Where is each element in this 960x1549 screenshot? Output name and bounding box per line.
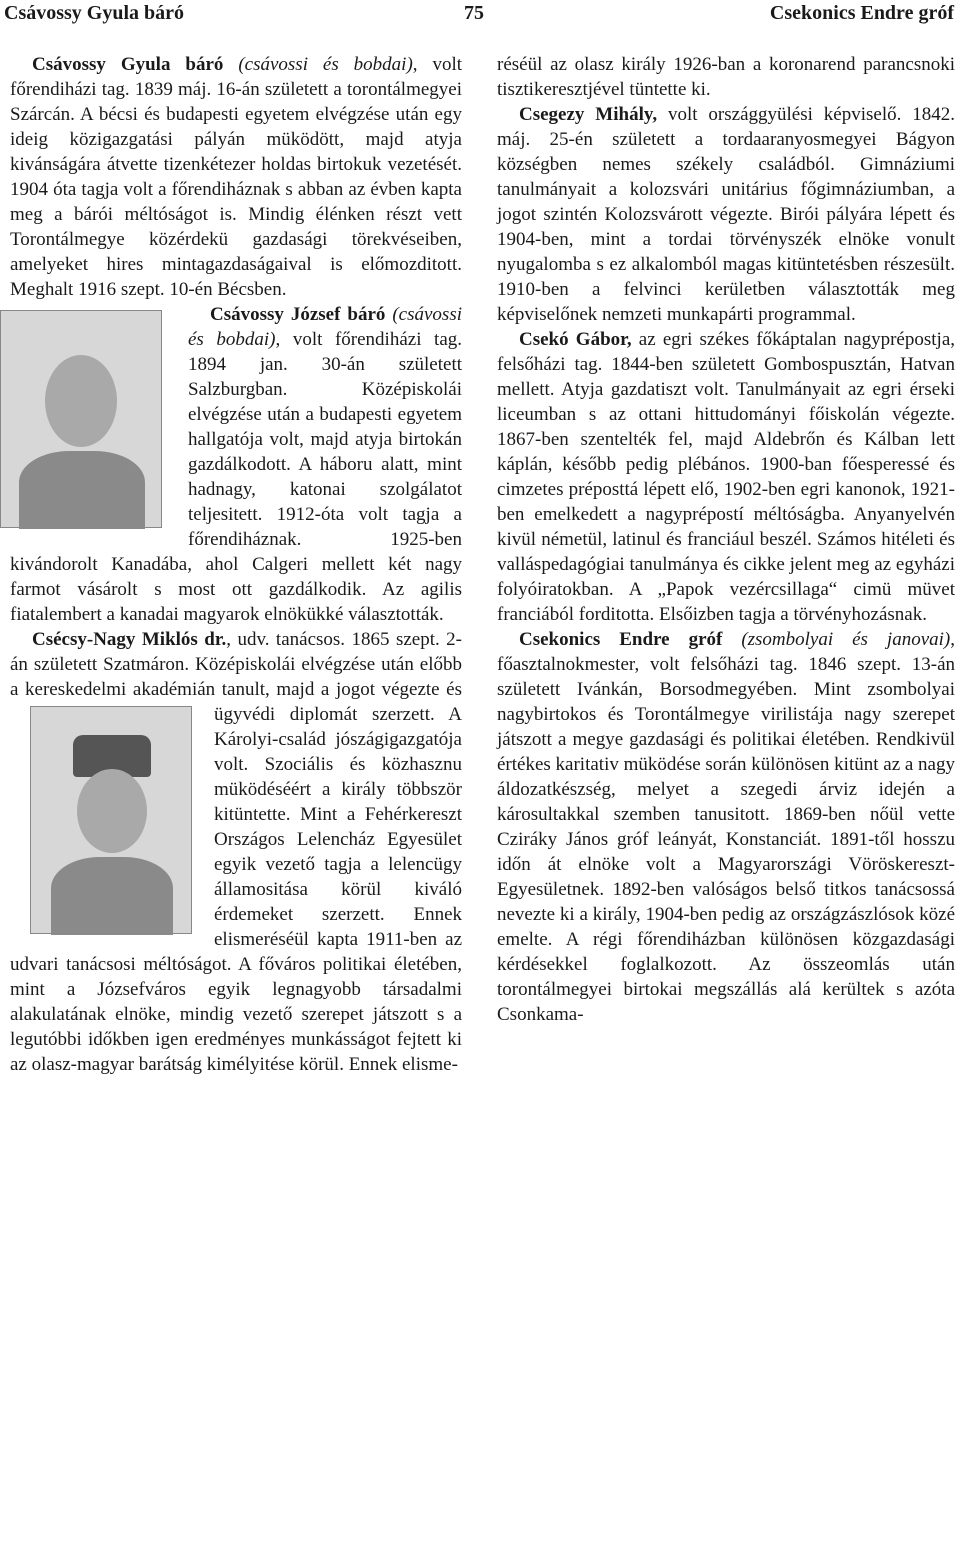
entry-title: (zsombolyai és janovai) [741,629,951,650]
entry-text: , volt főrendiházi tag. 1839 máj. 16-án született a torontálmegyei Szárcán. A bécsi és budapesti egyetem elvégzése után egy ideig közigazgatási pályán müködött, majd atyja kivánságára átvette tizenkétezer holdas birtokuk vezetését. 1904 óta tagja volt a főrendiháznak s abban az évben kapta meg a bárói méltóságot is. Mindig élénken részt vett Torontálmegye közérdekü gazdasági törekvéseiben, amelyeket hires mintagazdaságaival is előmozditott. Meghalt 1916 szept. 10-én Bécsben. [10,54,463,300]
running-header [0,0,960,30]
entry-text: az egri székes főkáptalan nagyprépostja, felsőházi tag. 1844-ben született Gombospusztán, Hatvan mellett. Atyja gazdatiszt volt. Tanulmányait az egri érseki liceumban s az ottani hittudományi főiskolán végezte. 1867-ben szentelték fel, majd Aldebrőn és Kálban lett káplán, később pedig plébános. 1900-ban főesperessé és cimzetes préposttá lépett elő, 1902-ben egri kanonok, 1921-ben emelkedett a nagyprépostí méltóságba. Anyanyelvén kivül németül, latinul és franciául beszél. Számos hitéleti és valláspedagógiai tanulmánya és cikke jelent meg az egyházi folyóiratokban. A „Papok vezércsillaga“ cimü müvet franciából forditotta. Elsőizben tagja a törvényhozásnak. [497,329,955,625]
entry-name: Csekó Gábor, [519,329,632,350]
entry-csekonics [497,627,955,1027]
header-right: Csekonics Endre gróf [769,2,954,24]
entry-text: réséül az olasz király 1926-ban a koronarend parancsnoki tisztikeresztjével tüntette ki. [497,54,955,100]
entry-name: Csegezy Mihály, [519,104,658,125]
header-left: Csávossy Gyula báró [4,2,185,24]
entry-title: (csávossi és bobdai) [188,304,462,350]
entry-text: , volt főrendiházi tag. 1894 jan. 30-án született Salzburgban. Középiskolái elvégzése után a budapesti egyetem hallgatója volt, majd atyja birtokán gazdálkodott. A háboru alatt, mint hadnagy, katonai szolgálatot teljesitett. 1912-óta volt tagja a főrendiháznak. 1925-ben kivándorolt Kanadába, ahol Calgeri mellett két nagy farmot vásárolt s most ott gazdálkodik. Az agilis fiatalembert a kanadai magyarok elnökükké választották. [10,329,463,625]
entry-csegezy [497,102,955,327]
entry-name: Csekonics Endre gróf [519,629,723,650]
entry-text: volt országgyülési képviselő. 1842. máj. 25-én született a tordaaranyosmegyei Bágyon községben nemes székely családból. Gimnáziumi tanulmányait a kolozsvári unitárius főgimnáziumban, a jogot szintén Kolozsvárott végezte. Birói pályára lépett és 1904-ben, mint a tordai törvényszék elnöke vonult nyugalomba s ez alkalomból magas kitüntetésben részesült. 1910-ben a felvinci kerületben választották meg képviselőnek nemzeti munkapárti programmal. [497,104,955,325]
portrait-photo-csecsy-nagy [30,706,192,934]
left-column [10,52,462,1077]
entry-text: , udv. tanácsos. 1865 szept. 2-án született Szatmáron. Középiskolái elvégzése után előbb a kereskedelmi akadémián tanult, majd a jogot végezte és ügyvédi diplomát szerzett. A Károlyi-család jószágigazgatója volt. Szociális és közhasznu müködéséért a király többször kitüntette. Mint a Fehérkereszt Országos Lelencház Egyesület egyik vezető tagja a lelencügy államositása körül kiváló érdemeket szerzett. Ennek elismeréséül kapta 1911-ben az udvari tanácsosi méltóságot. A főváros politikai életében, mint a Józsefváros egyik legnagyobb társadalmi alakulatának elnöke, mindig vezető szerepet játszott s a legutóbbi időkben igen eredményes munkásságot fejtett ki az olasz-magyar barátság kimélyitése körül. Ennek elisme- [10,629,463,1075]
right-column [497,52,955,1027]
page-number: 75 [464,2,484,24]
entry-title: (csávossi és bobdai) [238,54,413,75]
entry-name: Csávossy József báró [210,304,386,325]
entry-csecsy-nagy [10,627,462,1077]
portrait-photo-csavossy [0,310,162,528]
entry-continuation [497,52,955,102]
entry-cseko [497,327,955,627]
entry-name: Csécsy-Nagy Miklós dr. [32,629,227,650]
entry-csavossy-gyula [10,52,462,302]
entry-text: , főasztalnokmester, volt felsőházi tag. 1846 szept. 13-án született Ivánkán, Borsodmegyében. Mint zsombolyai nagybirtokos és Torontálmegye virilistája nagy szerepet játszott a megye gazdasági és politikai életében. Rendkivül értékes karitativ müködése során különösen kitünt az a nagy áldozatkészség, melyet a szegedi árviz idején a károsultakkal szemben tanusitott. 1869-ben nőül vette Cziráky János gróf leányát, Konstanciát. 1891-től hosszu időn át elnöke volt a Magyarországi Vöröskereszt-Egyesületnek. 1892-ben valóságos belső titkos tanácsossá nevezte ki a király, 1904-ben pedig az országzászlósok közé emelte. A régi főrendiházban különösen közgazdasági kérdésekkel foglalkozott. Az összeomlás után torontálmegyei birtokai megszállás alá kerültek s azóta Csonkama- [497,629,955,1025]
entry-name: Csávossy Gyula báró [32,54,224,75]
